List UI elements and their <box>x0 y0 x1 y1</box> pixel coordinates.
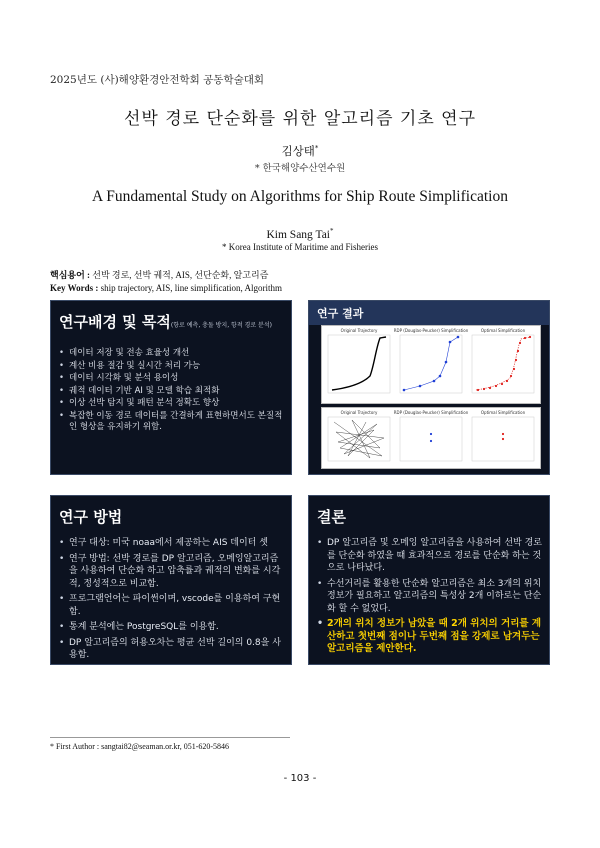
list-item: • 연구 대상: 미국 noaa에서 제공하는 AIS 데이터 셋 <box>69 537 285 550</box>
list-item: • 궤적 데이터 기반 AI 및 모델 학습 최적화 <box>69 386 285 398</box>
bottom-charts-svg <box>322 408 540 468</box>
chart-rdp-top <box>394 328 469 393</box>
optimal-points <box>477 336 531 391</box>
keywords-english: Key Words : ship trajectory, AIS, line simplification, Algorithm <box>50 283 282 293</box>
results-bottom-charts <box>321 407 541 469</box>
title-korean: 선박 경로 단순화를 위한 알고리즘 기초 연구 <box>123 109 477 129</box>
original-scatter-lines <box>334 420 384 458</box>
list-item: • 이상 선박 탐지 및 패턴 분석 정확도 향상 <box>69 398 285 410</box>
conclusion-panel <box>308 495 550 665</box>
chart-title: RDP (Douglas-Peucker) Simplification <box>393 410 469 415</box>
optimal-line <box>476 337 530 390</box>
list-item: • 연구 방법: 선박 경로를 DP 알고리즘, 오메잉알고리즘을 사용하여 단순화 하고 압축률과 궤적의 변화를 시각적, 정성적으로 비교함. <box>69 553 285 591</box>
list-item: • DP 알고리즘 및 오메잉 알고리즘을 사용하여 선박 경로를 단순화 하였을 때 효과적으로 경로를 단순화 하는 것으로 나타났다. <box>327 537 543 575</box>
results-top-charts <box>321 325 541 404</box>
author-english: Kim Sang Tai* <box>266 227 334 241</box>
chart-original-bottom <box>328 410 390 461</box>
chart-title: Original Trajectory <box>340 410 378 415</box>
author-korean: 김상태* <box>281 144 319 158</box>
list-item: • 수선거리를 활용한 단순화 알고리즘은 최소 3개의 위치 정보가 필요하고 알고리즘의 특성상 2개 이하로는 단순화 할 수 없었다. <box>327 578 543 616</box>
highlight-item: • 2개의 위치 정보가 남았을 때 2개 위치의 거리를 계산하고 첫번째 점이나 두번째 점을 강제로 남겨두는 알고리즘을 제안한다. <box>327 618 543 656</box>
list-item: • 프로그램언어는 파이썬이며, vscode를 이용하여 구현함. <box>69 593 285 618</box>
conclusion-title: 결론 <box>317 508 346 526</box>
keywords-korean: 핵심용어 : 선박 경로, 선박 궤적, AIS, 선단순화, 알고리즘 <box>50 270 269 280</box>
footnote-divider <box>50 737 290 738</box>
chart-optimal-top <box>472 328 534 393</box>
chart-rdp-bottom <box>394 410 469 461</box>
list-item: • 통계 분석에는 PostgreSQL를 이용함. <box>69 621 285 634</box>
chart-original-top <box>328 328 390 393</box>
affiliation-korean: * 한국해양수산연수원 <box>254 163 346 174</box>
title-english: A Fundamental Study on Algorithms for Ship Route Simplification <box>92 188 508 205</box>
chart-title: Optimal Simplification <box>480 410 526 415</box>
original-trajectory-line <box>332 337 386 390</box>
chart-optimal-bottom <box>472 410 534 461</box>
chart-title: RDP (Douglas-Peucker) Simplification <box>393 328 469 333</box>
list-item: • DP 알고리즘의 허용오차는 평균 선박 길이의 0.8을 사용함. <box>69 637 285 662</box>
background-list <box>51 348 291 434</box>
list-item: • 계산 비용 절감 및 실시간 처리 가능 <box>69 361 285 373</box>
chart-title: Original Trajectory <box>340 328 378 333</box>
conclusion-list <box>309 537 549 656</box>
rdp-points <box>403 336 460 392</box>
list-item: • 데이터 저장 및 전송 효율성 개선 <box>69 348 285 360</box>
methods-list <box>51 537 291 662</box>
results-panel <box>308 300 550 475</box>
methods-panel <box>50 495 292 665</box>
chart-title: Optimal Simplification <box>480 328 526 333</box>
background-title: 연구배경 및 목적(항로 예측, 충돌 방지, 항적 경로 분석) <box>59 313 272 331</box>
footnote: * First Author : sangtai82@seaman.or.kr, 051-620-5846 <box>50 742 230 751</box>
conference-name: 2025년도 (사)해양환경안전학회 공동학술대회 <box>50 74 265 86</box>
affiliation-english: * Korea Institute of Maritime and Fisheries <box>222 242 378 252</box>
page-number: - 103 - <box>283 773 317 784</box>
background-panel <box>50 300 292 475</box>
list-item: • 데이터 시각화 및 분석 용이성 <box>69 373 285 385</box>
list-item: • 복잡한 이동 경로 데이터를 간결하게 표현하면서도 본질적인 형상을 유지하기 위함. <box>69 411 285 434</box>
results-title: 연구 결과 <box>309 301 549 325</box>
methods-title: 연구 방법 <box>59 508 123 526</box>
top-charts-svg <box>322 326 540 403</box>
rdp-line <box>404 337 458 390</box>
